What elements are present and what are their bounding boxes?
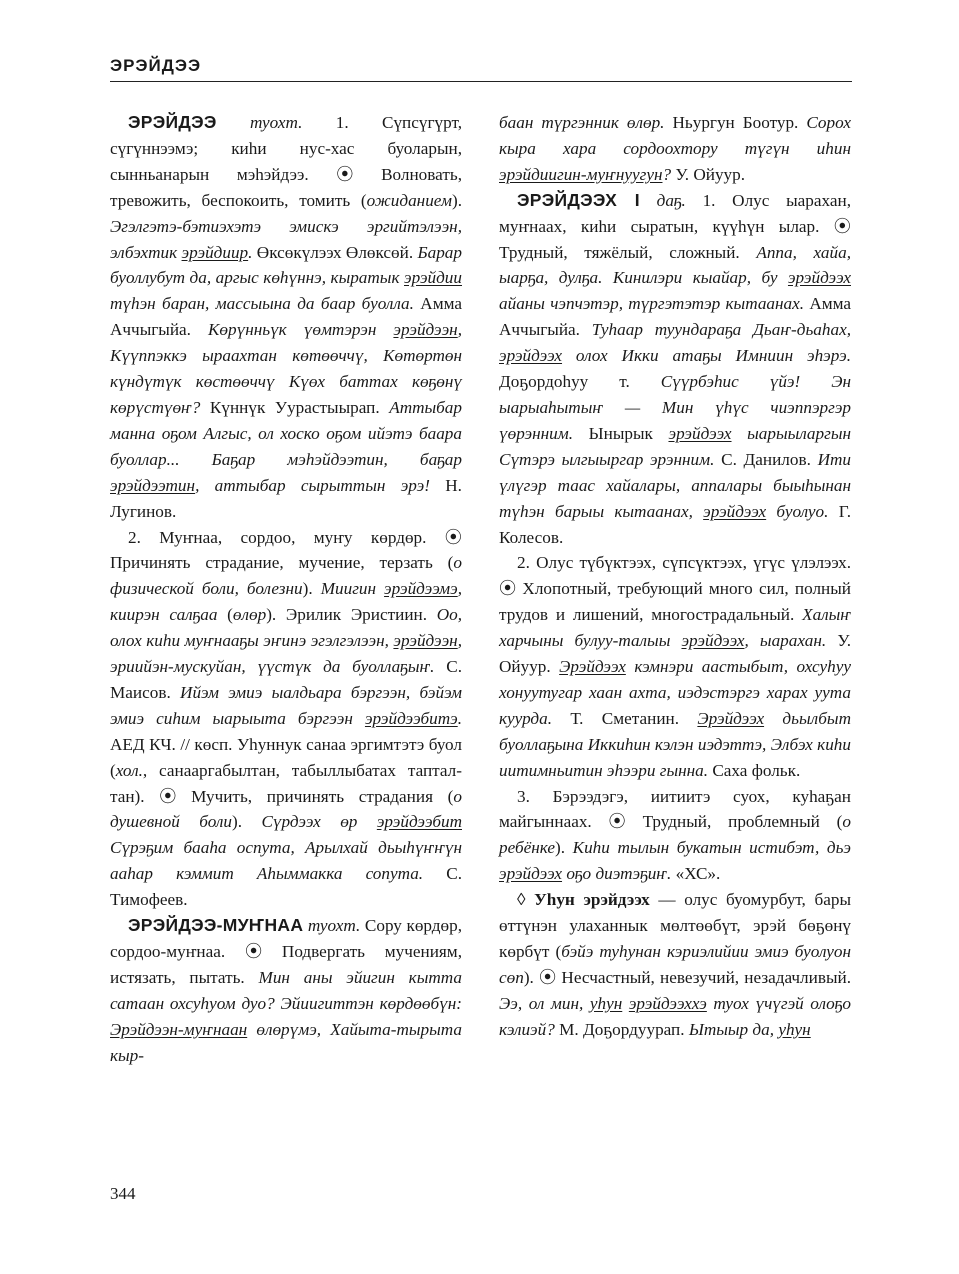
left-column [110, 110, 462, 1069]
page-number: 344 [110, 1184, 136, 1203]
entry-paragraph: баан түргэнник өлөр. Ньургун Боотур. Сорох кыра хара сордоохтору түгүн иһин эрэйдиигин-муҥнуугун? У. Ойуур. [499, 113, 851, 184]
entry-paragraph: ◊ Уһун эрэйдээх — олус буомурбут, бары өттүнэн улаханнык мөлтөөбүт, эрэй бөҕөнү көрбүт (бэйэ туһунан кэриэлийии эмиэ буолуон сөп). ⦿ Несчастный, невезучий, незадачливый. Ээ, ол мин, уһун эрэйдээххэ туох үчүгэй олоҕо кэлиэй? М. Доҕордуурап. Ытыыр да, уһун [499, 890, 852, 1039]
entry-paragraph: 3. Бэрээдэгэ, иитиитэ суох, куһаҕан майгыннаах. ⦿ Трудный, проблемный (о ребёнке). Киһи тылын букатын истибэт, дьэ эрэйдээх оҕо диэтэҕиҥ. «ХС». [499, 786, 852, 884]
entry-paragraph: 2. Олус түбүктээх, сүпсүктээх, үгүс үлэлээх. ⦿ Хлопотный, требующий много сил, полный трудов и лишений, многострадальный. Халыҥ харчыны булуу-талыы эрэйдээх, ыарахан. У. Ойуур. Эрэйдээх кэмнэри аастыбыт, охсуһуу хонуутугар хаан ахта, иэдэстэргэ харах уута куурда. Т. Сметанин. Эрэйдээх дьылбыт буоллаҕына Иккиһин кэлэн иэдэттэ, Элбэх киһи иитимньитин эһээри гынна. Саха фольк. [499, 553, 851, 780]
entry-paragraph: ЭРЭЙДЭЭ туохт. 1. Сүпсүгүрт, сүгүннээмэ; киһи нус-хас буоларын, сынньанарын мэһэйдээ. ⦿ Волновать, тревожить, беспокоить, томить (ожиданием). Эгэлгэтэ-бэтиэхэтэ эмискэ эргийтэлээн, элбэхтик эрэйдиир. Өксөкүлээх Өлөксөй. Барар буоллубут да, аргыс көһүннэ, кыратык эрэйдии түһэн баран, массыына да баар буолла. Амма Аччыгыйа. Көрүнньүк үөмтэрэн эрэйдээн, Күүппэккэ ыраахтан көтөөччү, Көтөртөн күндүтүк көстөөччү Күөх баттах көҕөнү көрүстүөҥ? Күннүк Уурастыырап. Аттыбар манна оҕом Алгыс, ол хоско оҕом ийэтэ баара буоллар... Баҕар мэһэйдээтин, баҕар эрэйдээтин, аттыбар сырыттын эрэ! Н. Лугинов. [110, 112, 462, 521]
right-column [499, 110, 851, 1043]
entry-paragraph: ЭРЭЙДЭЭХ I даҕ. 1. Олус ыарахан, муҥнаах, киһи сыратын, күүһүн ылар. ⦿ Трудный, тяжёлый, сложный. Аппа, хайа, ыарҕа, дулҕа. Кинилэри кыайар, бу эрэйдээх айаны чэпчэтэр, түргэтэтэр кытаанах. Амма Аччыгыйа. Туһаар туундараҕа Дьаҥ-дьаһах, эрэйдээх олох Икки атаҕы Имниин эһэрэ. Доҕордоһуу т. Сүүрбэһис үйэ! Эн ыарыаһытыҥ — Мин үһүс чиэппэргэр үөрэнним. Ынырык эрэйдээх ыарыыларгын Сүтэрэ ылгыыргар эрэнним. С. Данилов. Ити үлүгэр таас хайалары, аппалары быыһынан түһэн барыы кытаанах, эрэйдээх буолуо. Г. Колесов. [499, 189, 851, 547]
entry-paragraph: 2. Муҥнаа, сордоо, муҥу көрдөр. ⦿ Причинять страдание, мучение, терзать (о физической боли, болезни). Миигин эрэйдээмэ, киирэн салҕаа (өлөр). Эрилик Эристиин. Оо, олох киһи муҥнааҕы эҥинэ эгэлгэлээн, эрэйдээн, эриийэн-мускуйан, үүстүк да буоллаҕыҥ. С. Маисов. Ийэм эмиэ ыалдьара бэргээн, бэйэм эмиэ сиһим ыарыыта бэргээн эрэйдээбитэ. АЕД КЧ. // көсп. Уһуннук санаа эргимтэтэ буол (хол., санааргабылтан, табыллыбатах тапталтан). ⦿ Мучить, причинять страдания (о душевной боли). Сүрдээх өр эрэйдээбит Сүрэҕим бааһа оспута, Арылхай дьыһүҥҥүн ааһар кэммит Аһыммакка сопута. С. Тимофеев. [110, 527, 463, 910]
running-head: ЭРЭЙДЭЭ [110, 56, 852, 82]
entry-paragraph: ЭРЭЙДЭЭ-МУҤНАА туохт. Сору көрдөр, сордоо-муҥнаа. ⦿ Подвергать мучениям, истязать, пытать. Мин аны эйигин кытта сатаан охсуһуом дуо? Эйиигиттэн көрдөөбүн: Эрэйдээн-муҥнаан өлөрүмэ, Хайыта-тырыта кыр- [110, 915, 463, 1065]
